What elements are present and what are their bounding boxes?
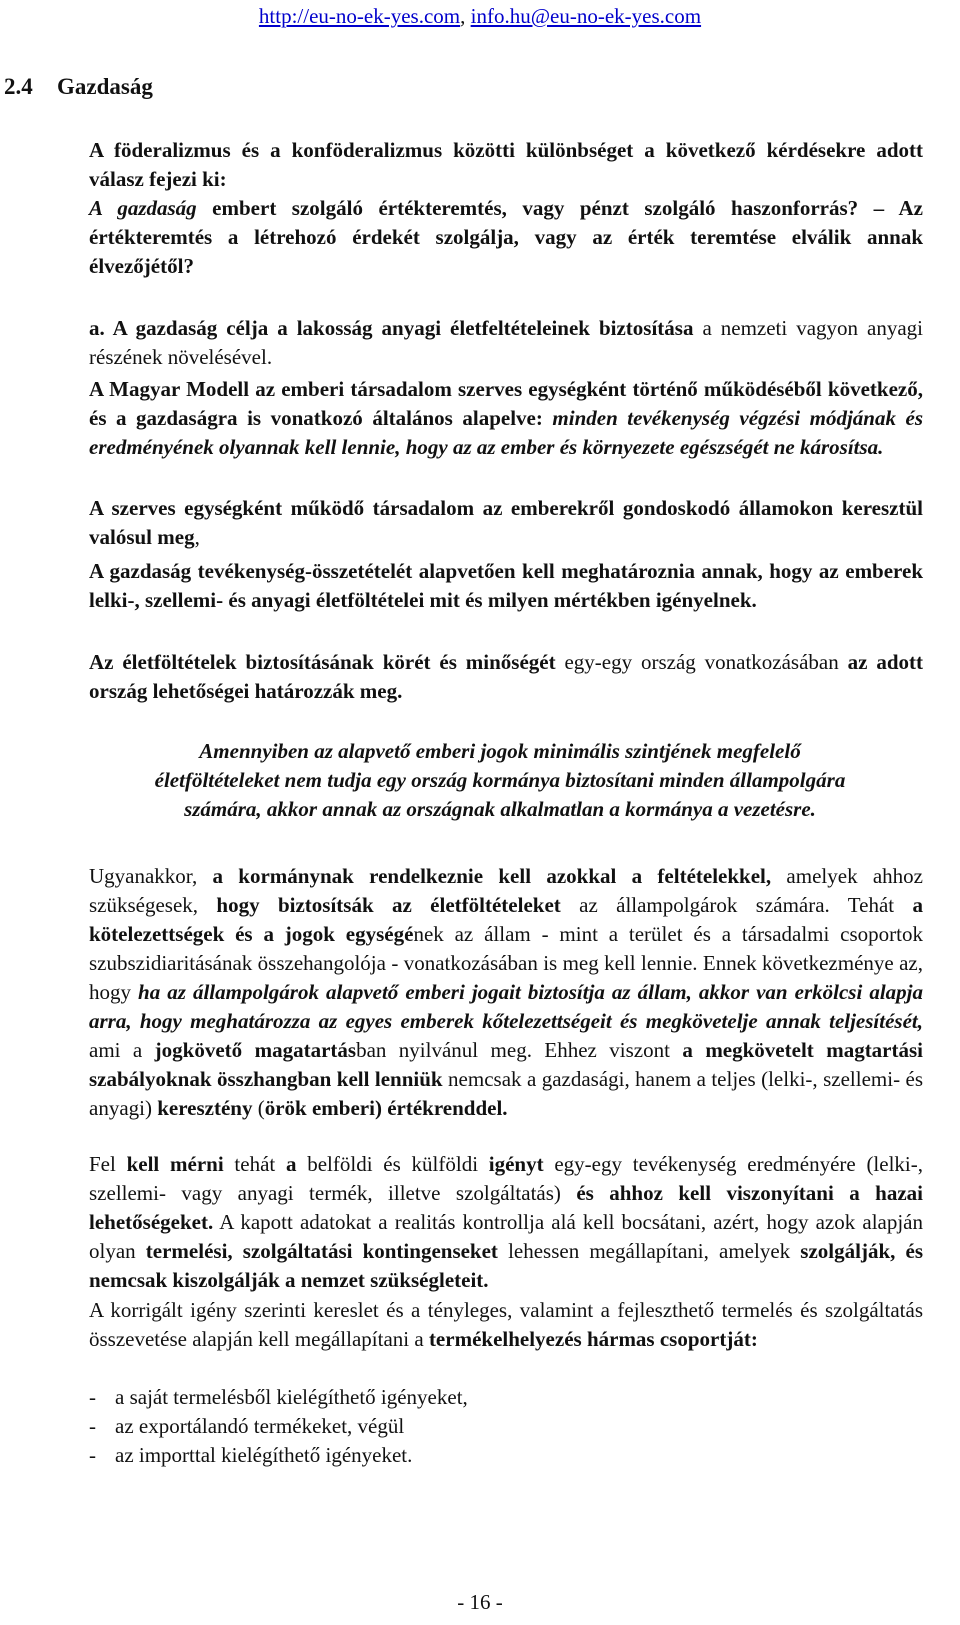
bold-span: örök emberi) értékrenddel. xyxy=(264,1096,508,1120)
text-span: tehát xyxy=(223,1152,286,1176)
bold-span: a megkövetelt magtartási szabályoknak összhangban kell lenniük xyxy=(89,1038,924,1091)
text-span: Ugyanakkor, xyxy=(89,864,213,888)
ugyanakkor-paragraph xyxy=(89,862,923,1123)
text-span: az állampolgárok számára. Tehát xyxy=(560,893,913,917)
website-link[interactable]: http://eu-no-ek-yes.com xyxy=(258,4,461,28)
page-header xyxy=(0,4,960,29)
text-span: A korrigált igény szerinti kereslet és a tényleges, valamint a fejleszthető termelés és szolgáltatás összevetése alapján kell megállapítani a xyxy=(89,1298,923,1351)
list-item-text: az exportálandó termékeket, végül xyxy=(115,1414,405,1438)
korrigalt-paragraph xyxy=(89,1296,923,1354)
intro-paragraph xyxy=(89,136,923,281)
list-item-text: az importtal kielégíthető igényeket. xyxy=(115,1443,413,1467)
section-title: Gazdaság xyxy=(57,74,153,99)
section-heading xyxy=(4,74,153,100)
intro-question: embert szolgáló értékteremtés, vagy pénzt szolgáló haszonforrás? – Az értékteremtés a létrehozó érdekét szolgálja, vagy az érték teremtése elválik annak élvezőjétől? xyxy=(89,196,923,278)
list-item xyxy=(89,1383,789,1412)
szerves-paragraph xyxy=(89,494,923,552)
intro-bold: A föderalizmus és a konföderalizmus közötti különbséget a következő kérdésekre adott válasz fejezi ki: xyxy=(89,138,923,191)
elet-bold-2: az adott ország lehetőségei határozzák meg. xyxy=(89,650,923,703)
fel-paragraph xyxy=(89,1150,923,1295)
paragraph-a xyxy=(89,314,923,372)
elet-text: egy-egy ország vonatkozásában xyxy=(555,650,848,674)
quote-block xyxy=(60,737,940,824)
text-span: ban nyilvánul meg. Ehhez viszont xyxy=(356,1038,683,1062)
text-span: belföldi és külföldi xyxy=(296,1152,489,1176)
text-span: A kapott adatokat a realitás kontrollja alá kell bocsátani, azért, hogy azok alapján olyan xyxy=(89,1210,923,1263)
bold-span: jogkövető magatartás xyxy=(154,1038,357,1062)
text-span: ami a xyxy=(89,1038,155,1062)
email-link[interactable]: info.hu@eu-no-ek-yes.com xyxy=(470,4,702,28)
model-principle: minden tevékenység végzési módjának és eredményének olyannak kell lennie, hogy az az ember és környezete egészségét ne károsítsa. xyxy=(89,406,923,459)
text-span: nek az állam - mint a terület és a társadalmi csoportok szubszidiaritásának összehangolója - vonatkozásában is meg kell lennie. Ennek következménye az, hogy xyxy=(89,922,923,1004)
text-span: ( xyxy=(252,1096,265,1120)
text-span: lehessen megállapítani, amelyek xyxy=(497,1239,801,1263)
text-span: amelyek ahhoz szükségesek, xyxy=(89,864,924,917)
list-item-text: a saját termelésből kielégíthető igényeket, xyxy=(115,1385,468,1409)
bold-span: szolgálják, és nemcsak kiszolgálják a nemzet szükségleteit. xyxy=(89,1239,924,1292)
tevekenyseg-paragraph xyxy=(89,557,923,615)
bold-span: kell mérni xyxy=(126,1152,224,1176)
elet-bold-1: Az életföltételek biztosításának körét és minőségét xyxy=(89,650,556,674)
list-item xyxy=(89,1412,789,1441)
list-dash: - xyxy=(89,1385,96,1409)
text-span: egy-egy tevékenység eredményére (lelki-, szellemi- vagy anyagi termék, illetve szolgáltatás) xyxy=(89,1152,924,1205)
page-number: - 16 - xyxy=(457,1590,503,1614)
list-dash: - xyxy=(89,1443,96,1467)
bold-span: termelési, szolgáltatási kontingenseket xyxy=(145,1239,498,1263)
placement-list xyxy=(89,1383,789,1470)
tevekenyseg-bold: A gazdaság tevékenység-összetételét alapvetően kell meghatároznia annak, hogy az emberek lelki-, szellemi- és anyagi életföltételei mit és milyen mértékben igényelnek. xyxy=(89,559,923,612)
intro-question-italic: A gazdaság xyxy=(89,196,197,220)
bold-italic-span: ha az állampolgárok alapvető emberi jogait biztosítja az állam, akkor van erkölcsi alapja arra, hogy meghatározza az egyes emberek kőtelezettségeit és megkövetelje annak teljesítését, xyxy=(89,980,923,1033)
bold-span: termékelhelyezés hármas csoportját: xyxy=(428,1327,758,1351)
bold-span: a kormánynak rendelkeznie kell azokkal a feltételekkel, xyxy=(212,864,772,888)
eletfeltetelek-paragraph xyxy=(89,648,923,706)
bold-span: igényt xyxy=(488,1152,544,1176)
section-number: 2.4 xyxy=(4,74,33,99)
list-item xyxy=(89,1441,789,1470)
paragraph-a-bold: a. A gazdaság célja a lakosság anyagi életfeltételeinek biztosítása xyxy=(89,316,694,340)
bold-span: hogy biztosítsák az életföltételeket xyxy=(216,893,561,917)
list-dash: - xyxy=(89,1414,96,1438)
bold-span: a xyxy=(285,1152,297,1176)
model-paragraph xyxy=(89,375,923,462)
quote-line-3: számára, akkor annak az országnak alkalmatlan a kormánya a vezetésre. xyxy=(184,797,816,821)
text-span: Fel xyxy=(89,1152,127,1176)
header-separator: , xyxy=(460,4,471,28)
paragraph-a-text: a nemzeti vagyon anyagi részének növelésével. xyxy=(89,316,923,369)
model-bold: A Magyar Modell az emberi társadalom szerves egységként történő működéséből következő, és a gazdaságra is vonatkozó általános alapelve: xyxy=(89,377,923,430)
bold-span: és ahhoz kell viszonyítani a hazai lehetőségeket. xyxy=(89,1181,923,1234)
quote-line-2: életföltételeket nem tudja egy ország kormánya biztosítani minden állampolgára xyxy=(154,768,846,792)
bold-span: a kötelezettségek és a jogok egységé xyxy=(89,893,923,946)
quote-line-1: Amennyiben az alapvető emberi jogok minimális szintjének megfelelő xyxy=(199,739,801,763)
szerves-bold: A szerves egységként működő társadalom az emberekről gondoskodó államokon keresztül valósul meg xyxy=(89,496,923,549)
text-span: nemcsak a gazdasági, hanem a teljes (lelki-, szellemi- és anyagi) xyxy=(89,1067,923,1120)
bold-span: keresztény xyxy=(157,1096,253,1120)
szerves-comma: , xyxy=(194,525,200,549)
